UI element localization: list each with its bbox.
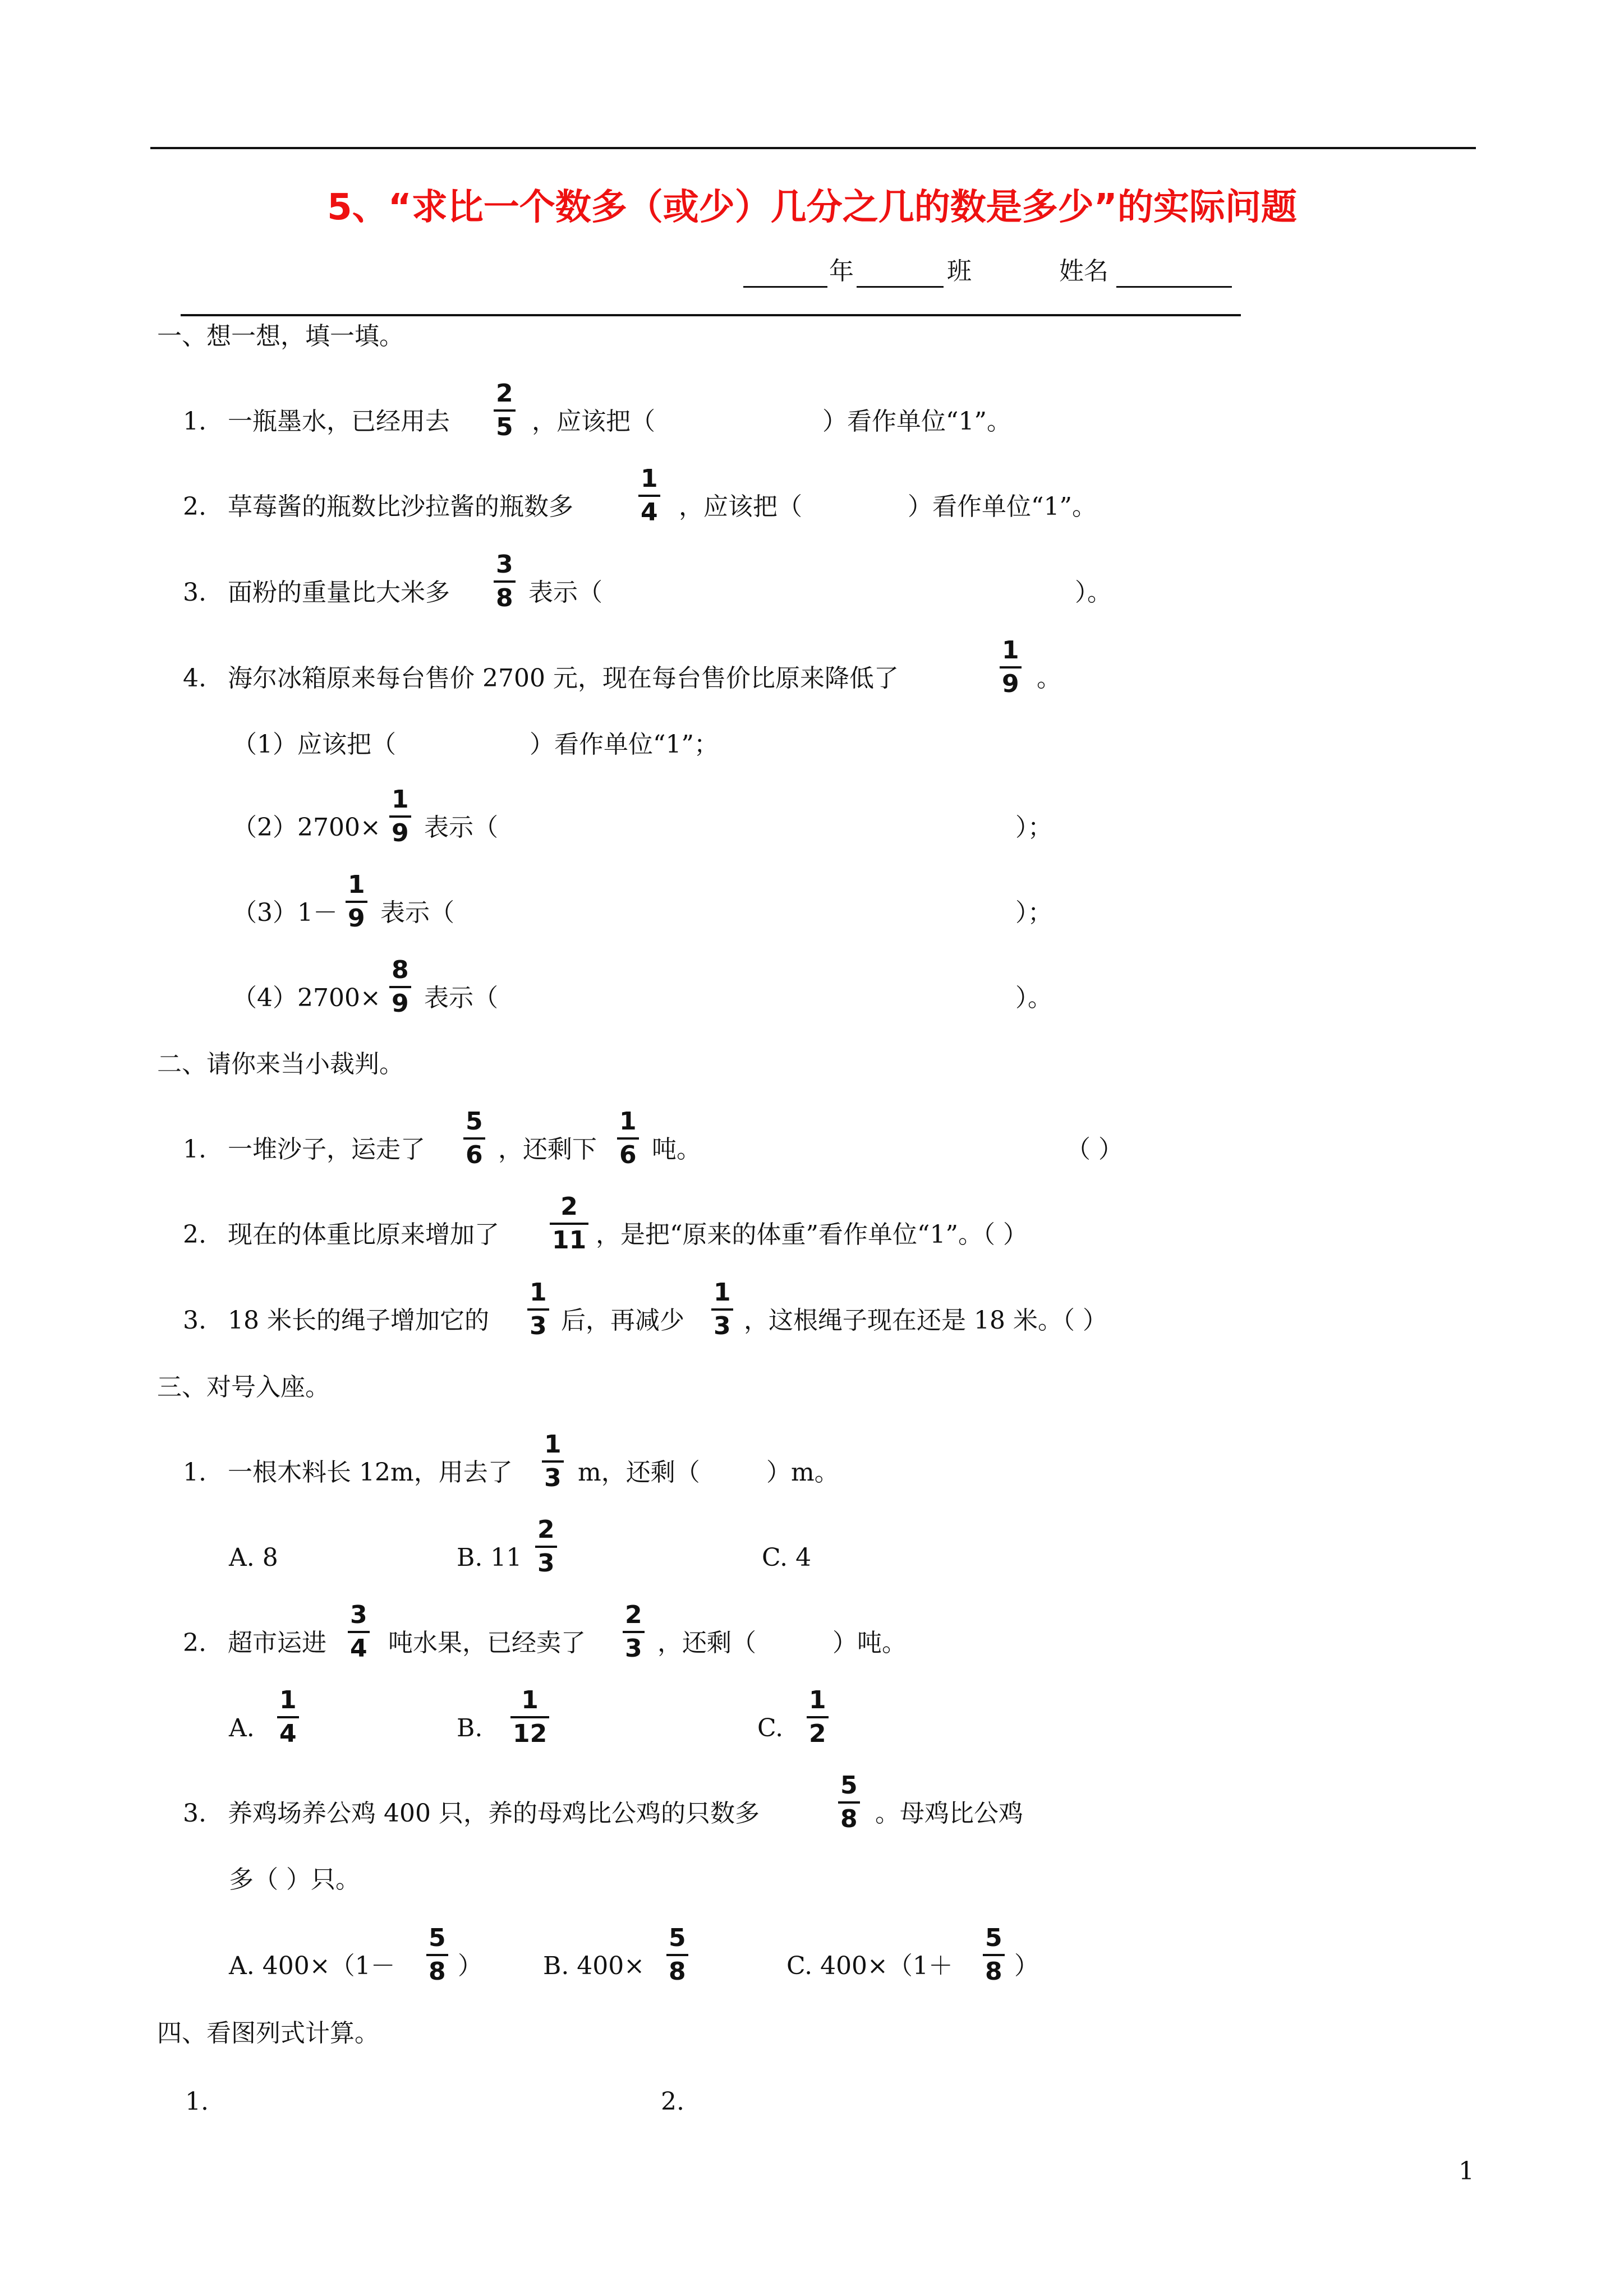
s3-q2-option-a[interactable]: A. xyxy=(229,1714,255,1742)
s2-q2-number: 2. xyxy=(183,1220,206,1249)
numerator: 1 xyxy=(641,464,658,493)
denominator: 3 xyxy=(714,1312,731,1340)
numerator: 2 xyxy=(625,1601,642,1629)
s1-q2-text-a: 草莓酱的瓶数比沙拉酱的瓶数多 xyxy=(228,492,573,521)
s1-q1-text-c: ）看作单位“1”。 xyxy=(822,407,1011,436)
s1-q4-text-a: 海尔冰箱原来每台售价 2700 元，现在每台售价比原来降低了 xyxy=(228,664,899,693)
fraction-bar xyxy=(426,1954,448,1956)
s3-q3-line2: 多（ ）只。 xyxy=(229,1865,360,1894)
denominator: 2 xyxy=(809,1719,826,1748)
fraction-bar xyxy=(638,495,660,497)
fraction-bar xyxy=(623,1631,645,1633)
numerator: 1 xyxy=(392,785,409,814)
fraction-bar xyxy=(348,1631,370,1633)
fraction-bar xyxy=(535,1546,557,1548)
s1-q2-fraction xyxy=(638,464,660,527)
s4-item-2: 2. xyxy=(661,2087,684,2116)
s1-q1-number: 1. xyxy=(183,407,206,436)
fraction-bar xyxy=(389,986,411,988)
name-label: 姓名 xyxy=(1059,257,1108,285)
numerator: 3 xyxy=(350,1601,367,1629)
s3-q3-option-c-fraction xyxy=(983,1926,1005,1984)
page-number: 1 xyxy=(1459,2157,1474,2186)
numerator: 5 xyxy=(840,1771,858,1800)
s2-q2-fraction xyxy=(550,1192,588,1255)
numerator: 2 xyxy=(560,1192,578,1221)
denominator: 6 xyxy=(619,1141,637,1169)
s3-q2-option-a-fraction xyxy=(277,1688,299,1746)
s4-item-1: 1. xyxy=(185,2087,209,2116)
fraction-bar xyxy=(527,1308,549,1311)
s3-q2-fraction-2 xyxy=(623,1603,645,1661)
numerator: 1 xyxy=(530,1278,547,1307)
s3-q3-option-b[interactable]: B. 400× xyxy=(543,1952,645,1980)
year-label: 年 xyxy=(829,257,854,285)
denominator: 9 xyxy=(348,904,365,933)
denominator: 4 xyxy=(279,1719,297,1748)
numerator: 5 xyxy=(466,1107,483,1136)
fraction-bar xyxy=(494,580,516,583)
numerator: 5 xyxy=(429,1924,446,1952)
s1-q4-sub3-fraction xyxy=(346,870,367,933)
s1-q2-text-c: ）看作单位“1”。 xyxy=(908,492,1097,521)
s3-q1-number: 1. xyxy=(183,1458,206,1487)
s2-q1-fraction-1 xyxy=(463,1109,485,1168)
s3-q3-number: 3. xyxy=(183,1799,206,1828)
s1-q3-text-c: ）。 xyxy=(1075,578,1112,607)
fraction-bar xyxy=(983,1954,1005,1956)
s2-q1-judge-paren[interactable]: （ ） xyxy=(1066,1135,1123,1164)
fraction-bar xyxy=(463,1137,485,1140)
fraction-bar xyxy=(542,1460,564,1463)
s3-q1-option-b-fraction xyxy=(535,1515,557,1578)
class-blank xyxy=(857,286,944,288)
s3-q1-text-b: m，还剩（ xyxy=(578,1458,700,1487)
s1-q4-sub2-text-b: 表示（ xyxy=(424,813,498,842)
s1-q1-text-a: 一瓶墨水，已经用去 xyxy=(228,407,450,436)
fraction-bar xyxy=(277,1716,299,1718)
s1-q4-text-b: 。 xyxy=(1037,664,1061,693)
top-rule xyxy=(150,147,1476,149)
s1-q1-text-b: ，应该把（ xyxy=(532,407,655,436)
section4-heading: 四、看图列式计算。 xyxy=(157,2019,379,2048)
s3-q3-option-a-close: ） xyxy=(458,1952,482,1980)
s3-q2-text-a: 超市运进 xyxy=(228,1629,326,1657)
s3-q2-text-d: ）吨。 xyxy=(832,1629,907,1657)
fraction-bar xyxy=(807,1716,829,1718)
s2-q3-fraction-1 xyxy=(527,1280,549,1339)
s2-q3-fraction-2 xyxy=(711,1280,733,1339)
denominator: 8 xyxy=(840,1805,858,1833)
numerator: 1 xyxy=(809,1686,826,1714)
denominator: 6 xyxy=(466,1141,483,1169)
s1-q4-sub2-text-a: （2）2700× xyxy=(232,813,381,842)
denominator: 9 xyxy=(1002,670,1019,698)
s3-q3-option-c-close: ） xyxy=(1014,1952,1039,1980)
denominator: 3 xyxy=(530,1312,547,1340)
s3-q1-option-b[interactable]: B. 11 xyxy=(457,1543,522,1572)
fraction-bar xyxy=(1000,666,1022,668)
denominator: 9 xyxy=(392,819,409,847)
s1-q4-sub2-text-c: ）； xyxy=(1015,813,1052,842)
fraction-bar xyxy=(711,1308,733,1311)
fraction-bar xyxy=(346,901,367,903)
s2-q3-text-a: 18 米长的绳子增加它的 xyxy=(228,1306,489,1335)
denominator: 3 xyxy=(625,1634,642,1663)
fraction-bar xyxy=(838,1801,860,1804)
s2-q1-fraction-2 xyxy=(617,1109,639,1168)
s3-q2-text-b: 吨水果，已经卖了 xyxy=(388,1629,586,1657)
s1-q3-fraction xyxy=(494,552,516,611)
s2-q3-text-b: 后，再减少 xyxy=(561,1306,684,1335)
name-blank xyxy=(1116,286,1232,288)
numerator: 3 xyxy=(496,550,513,579)
s3-q2-option-b[interactable]: B. xyxy=(457,1714,483,1742)
s1-q4-sub4-text-a: （4）2700× xyxy=(232,984,381,1012)
s3-q1-text-a: 一根木料长 12m，用去了 xyxy=(228,1458,513,1487)
s3-q2-option-b-fraction xyxy=(510,1688,549,1746)
s1-q2-text-b: ，应该把（ xyxy=(679,492,802,521)
s1-q4-sub3-text-a: （3）1－ xyxy=(232,898,338,927)
denominator: 4 xyxy=(350,1634,367,1663)
s2-q2-text-b: ，是把“原来的体重”看作单位“1”。（ ） xyxy=(596,1220,1028,1249)
s3-q2-text-c: ，还剩（ xyxy=(657,1629,756,1657)
numerator: 1 xyxy=(714,1278,731,1307)
denominator: 4 xyxy=(641,498,658,527)
s3-q3-option-a[interactable]: A. 400×（1－ xyxy=(229,1952,395,1980)
s3-q2-number: 2. xyxy=(183,1629,206,1657)
fraction-bar xyxy=(510,1716,549,1718)
fraction-bar xyxy=(550,1223,588,1225)
numerator: 8 xyxy=(392,956,409,984)
s2-q3-number: 3. xyxy=(183,1306,206,1335)
s2-q1-text-b: ，还剩下 xyxy=(498,1135,597,1164)
s3-q3-option-b-fraction xyxy=(666,1926,688,1984)
s3-q1-option-c[interactable]: C. 4 xyxy=(762,1543,812,1572)
s3-q2-option-c[interactable]: C. xyxy=(757,1714,784,1742)
s2-q1-number: 1. xyxy=(183,1135,206,1164)
denominator: 8 xyxy=(496,584,513,612)
denominator: 8 xyxy=(669,1957,686,1986)
s3-q1-fraction xyxy=(542,1432,564,1491)
s1-q4-sub4-fraction xyxy=(389,958,411,1016)
denominator: 5 xyxy=(496,413,513,441)
numerator: 2 xyxy=(496,379,513,408)
s2-q2-text-a: 现在的体重比原来增加了 xyxy=(228,1220,499,1249)
s3-q3-option-c[interactable]: C. 400×（1＋ xyxy=(786,1952,953,1980)
s1-q3-number: 3. xyxy=(183,578,206,607)
fraction-bar xyxy=(389,815,411,818)
section2-heading: 二、请你来当小裁判。 xyxy=(157,1050,404,1078)
class-label: 班 xyxy=(947,257,972,285)
section3-heading: 三、对号入座。 xyxy=(157,1373,330,1401)
numerator: 1 xyxy=(348,870,365,899)
numerator: 1 xyxy=(279,1686,297,1714)
numerator: 2 xyxy=(537,1515,555,1544)
denominator: 3 xyxy=(537,1549,555,1578)
denominator: 8 xyxy=(429,1957,446,1986)
denominator: 9 xyxy=(392,989,409,1018)
s3-q3-text-b: 。母鸡比公鸡 xyxy=(875,1799,1023,1828)
numerator: 1 xyxy=(544,1430,562,1459)
numerator: 5 xyxy=(669,1924,686,1952)
s1-q4-sub4-text-c: ）。 xyxy=(1015,984,1052,1012)
section1-heading: 一、想一想，填一填。 xyxy=(157,322,404,351)
s1-q4-sub4-text-b: 表示（ xyxy=(424,984,498,1012)
s3-q3-option-a-fraction xyxy=(426,1926,448,1984)
s1-q4-sub1-text-b: ）看作单位“1”； xyxy=(530,730,719,759)
numerator: 1 xyxy=(619,1107,637,1136)
fraction-bar xyxy=(617,1137,639,1140)
s3-q2-fraction-1 xyxy=(348,1603,370,1661)
s1-q4-number: 4. xyxy=(183,664,206,693)
s1-q3-text-b: 表示（ xyxy=(528,578,602,607)
s3-q3-fraction xyxy=(838,1773,860,1832)
denominator: 11 xyxy=(552,1226,587,1255)
s1-q2-number: 2. xyxy=(183,492,206,521)
page-title: 5、“求比一个数多（或少）几分之几的数是多少”的实际问题 xyxy=(327,187,1297,228)
s3-q1-option-a[interactable]: A. 8 xyxy=(229,1543,278,1572)
fraction-bar xyxy=(494,409,516,412)
fraction-bar xyxy=(666,1954,688,1956)
denominator: 8 xyxy=(985,1957,1002,1986)
s1-q3-text-a: 面粉的重量比大米多 xyxy=(228,578,450,607)
header-rule xyxy=(181,314,1241,316)
s1-q4-sub2-fraction xyxy=(389,787,411,846)
numerator: 1 xyxy=(1002,636,1019,665)
s3-q3-text-a: 养鸡场养公鸡 400 只，养的母鸡比公鸡的只数多 xyxy=(228,1799,760,1828)
year-blank xyxy=(743,286,827,288)
denominator: 12 xyxy=(513,1719,548,1748)
s1-q4-sub3-text-c: ）； xyxy=(1015,898,1052,927)
s1-q4-sub3-text-b: 表示（ xyxy=(380,898,454,927)
s1-q4-fraction xyxy=(1000,638,1022,697)
s3-q2-option-c-fraction xyxy=(807,1688,829,1746)
s1-q4-sub1-text-a: （1）应该把（ xyxy=(232,730,396,759)
denominator: 3 xyxy=(544,1464,562,1492)
s2-q3-text-c: ，这根绳子现在还是 18 米。（ ） xyxy=(744,1306,1107,1335)
numerator: 1 xyxy=(521,1686,539,1714)
s3-q1-text-c: ）m。 xyxy=(766,1458,839,1487)
s2-q1-text-a: 一堆沙子，运走了 xyxy=(228,1135,425,1164)
s1-q1-fraction xyxy=(494,381,516,440)
s2-q1-text-c: 吨。 xyxy=(652,1135,701,1164)
numerator: 5 xyxy=(985,1924,1002,1952)
